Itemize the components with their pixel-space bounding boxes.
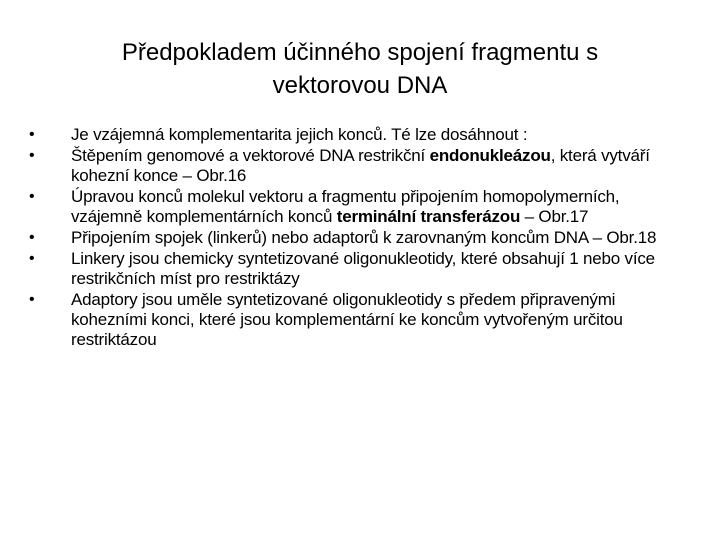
- bullet-icon: •: [29, 250, 35, 267]
- bullet-icon: •: [29, 147, 35, 164]
- bullet-icon: •: [29, 188, 35, 205]
- bullet-text: [71, 146, 650, 185]
- bullet-text-part: – Obr.17: [520, 207, 589, 226]
- bullet-item: [29, 290, 689, 350]
- bullet-item: [29, 146, 689, 186]
- slide-title-line-2: vektorovou DNA: [272, 72, 448, 99]
- bullet-text-part: Úpravou konců molekul vektoru a fragmentu připojením homopolymerních, vzájemně komplementárních konců: [71, 187, 620, 226]
- bullet-text-part: Adaptory jsou uměle syntetizované oligonukleotidy s předem připravenými kohezními konci, které jsou komplementární ke koncům vytvořeným určitou restriktázou: [71, 290, 623, 349]
- bullet-text: [71, 228, 656, 247]
- bullet-text-part: Je vzájemná komplementarita jejich konců. Té lze dosáhnout :: [71, 125, 528, 144]
- bullet-text: [71, 125, 527, 144]
- bullet-text-part: Linkery jsou chemicky syntetizované oligonukleotidy, které obsahují 1 nebo více restrikčních míst pro restriktázy: [71, 249, 655, 288]
- bullet-item: [29, 249, 689, 289]
- bullet-icon: •: [29, 229, 35, 246]
- bullet-text-part: Štěpením genomové a vektorové DNA restrikční: [71, 146, 430, 165]
- bullet-text-part: , která vytváří kohezní konce – Obr.16: [71, 146, 650, 185]
- bullet-text: [71, 290, 623, 349]
- bullet-text-bold: endonukleázou: [429, 146, 551, 165]
- bullet-text-bold: terminální transferázou: [336, 207, 521, 226]
- bullet-icon: •: [29, 126, 35, 143]
- bullet-icon: •: [29, 291, 35, 308]
- bullet-text: [71, 249, 655, 288]
- slide-title-line-1: Předpokladem účinného spojení fragmentu s: [121, 39, 599, 66]
- slide-title: [40, 36, 680, 102]
- bullet-item: [29, 228, 689, 248]
- bullet-item: [29, 187, 689, 227]
- bullet-text: [71, 187, 619, 226]
- bullet-list: [29, 125, 689, 351]
- bullet-text-part: Připojením spojek (linkerů) nebo adaptorů k zarovnaným koncům DNA – Obr.18: [71, 228, 657, 247]
- bullet-item: [29, 125, 689, 145]
